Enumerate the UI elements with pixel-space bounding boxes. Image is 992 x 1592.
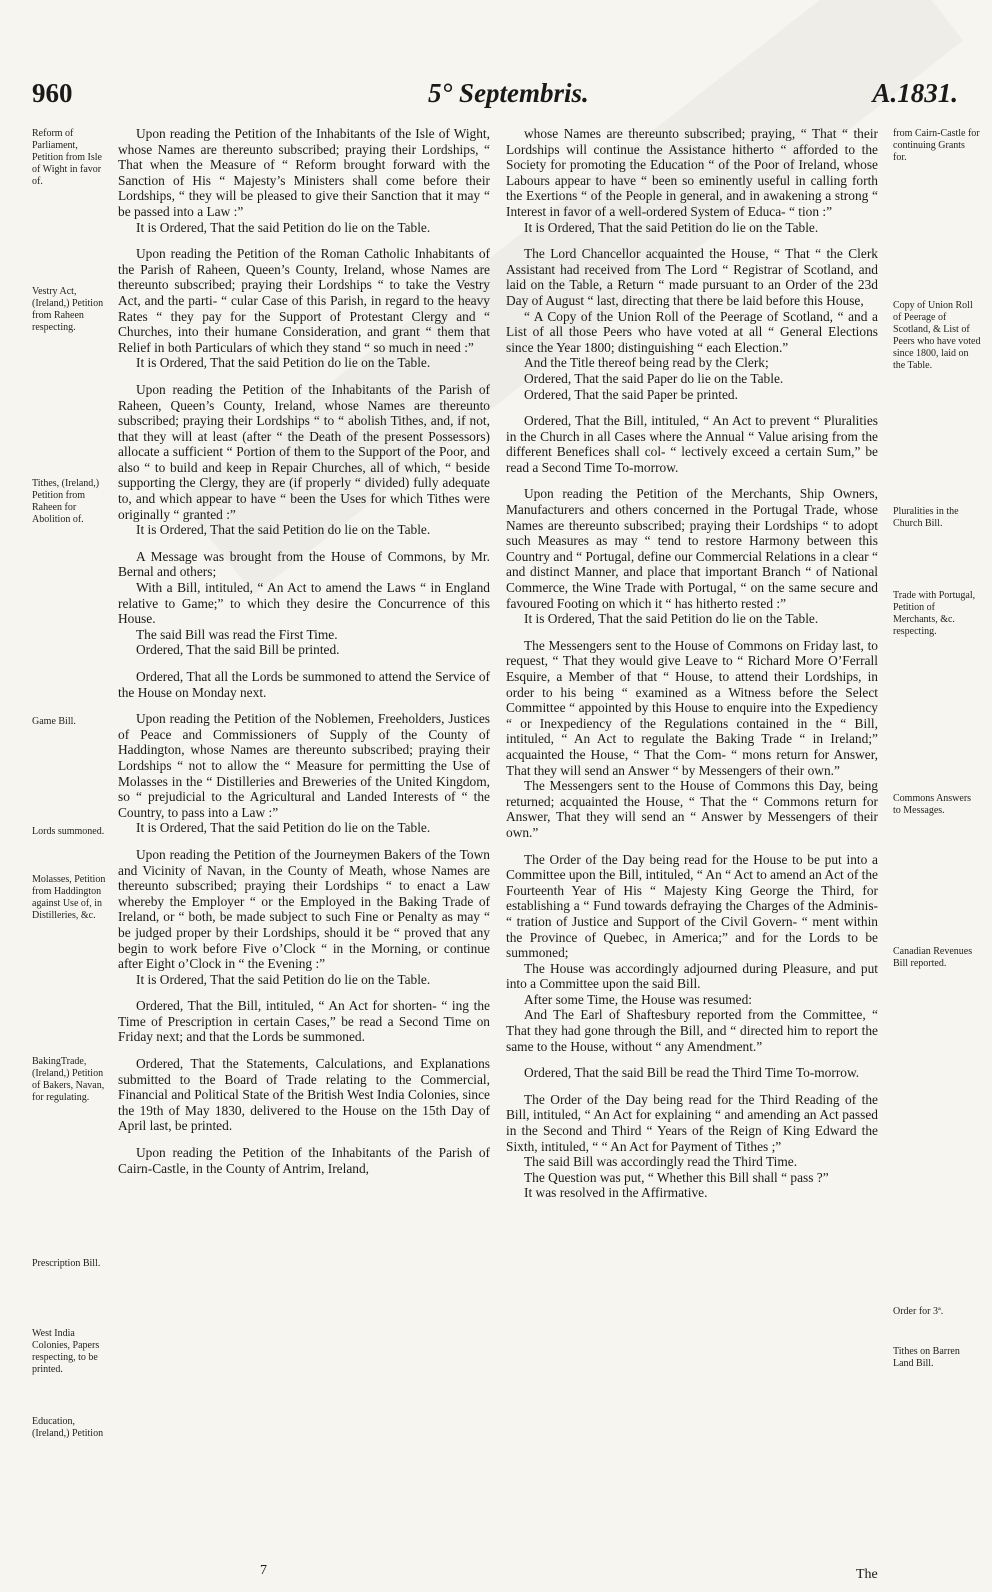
- journal-entry: [506, 852, 878, 1055]
- entry-paragraph: Upon reading the Petition of the Inhabitants of the Parish of Raheen, Queen’s County, Ireland, whose Names are thereunto subscribed; praying their Lordships “ to “ abolish Tithes, and, if not, that they will at least (after “ the Death of the present Possessors) allocate a sufficient “ Portion of them to the Support of the Poor, and also “ to build and keep in Repair Churches, all of which, “ beside supporting the Clergy, they are (if properly “ divided) fully adequate to, and which appear to have “ been the Uses for which Tithes were originally “ granted :”: [118, 381, 490, 522]
- margin-note: Copy of Union Roll of Peerage of Scotland, & List of Peers who have voted since 1800, laid on the Table.: [893, 300, 981, 371]
- margin-note: Tithes on Barren Land Bill.: [893, 1346, 960, 1369]
- right-column: [506, 126, 878, 1212]
- entry-paragraph: It is Ordered, That the said Petition do lie on the Table.: [136, 971, 431, 987]
- entry-paragraph: “ A Copy of the Union Roll of the Peerage of Scotland, “ and a List of all those Peers who have voted at all “ General Elections since the Year 1800; distinguishing “ each Election.”: [506, 308, 878, 355]
- margin-note: from Cairn-Castle for continuing Grants for.: [893, 128, 980, 163]
- entry-paragraph: After some Time, the House was resumed:: [524, 991, 752, 1007]
- margin-note: Education, (Ireland,) Petition: [32, 1416, 104, 1439]
- journal-entry: [118, 246, 490, 371]
- left-column: [118, 126, 490, 1187]
- journal-entry: [118, 669, 490, 700]
- entry-paragraph: Upon reading the Petition of the Noblemen, Freeholders, Justices of Peace and Commissioners of Supply of the County of Haddington, whose Names are thereunto subscribed; praying their Lordships “ not to allow the “ Measure for permitting the Use of Molasses in the “ Distilleries and Breweries of the United Kingdom, so “ prejudicial to the Agricultural and Landed Interests of “ the Country, to pass into a Law :”: [118, 711, 490, 820]
- journal-entry: [118, 847, 490, 987]
- entry-paragraph: The Order of the Day being read for the Third Reading of the Bill, intituled, “ An Act for explaining “ and amending an Act passed in the Second and Third “ Years of the Reign of King Edward the Sixth, intituled, “ “ An Act for Payment of Tithes ;”: [506, 1091, 878, 1154]
- journal-entry: [506, 638, 878, 841]
- entry-paragraph: The Order of the Day being read for the House to be put into a Committee upon the Bill, intituled, “ An “ Act to amend an Act of the Fourteenth Year of His “ Majesty King George the Third, for establishing a “ Fund towards defraying the Charges of the Adminis- “ tration of Justice and Support of the Civil Govern- “ ment within the Province of Quebec, in America;” and for the Lords to be summoned;: [506, 851, 878, 961]
- margin-note: Prescription Bill.: [32, 1258, 101, 1269]
- margin-note: Reform of Parliament, Petition from Isle of Wight in favor of.: [32, 128, 102, 187]
- entry-paragraph: Ordered, That all the Lords be summoned to attend the Service of the House on Monday next.: [118, 669, 490, 700]
- margin-note: Order for 3ª.: [893, 1306, 944, 1317]
- entry-paragraph: Ordered, That the Bill, intituled, “ An Act to prevent “ Pluralities in the Church in all Cases where the Annual “ Value arising from the different Benefices shall col- “ lectively exceed a certain Sum,” be read a Second Time To-morrow.: [506, 413, 878, 475]
- margin-note: Lords summoned.: [32, 826, 105, 837]
- entry-paragraph: It was resolved in the Affirmative.: [524, 1185, 708, 1201]
- margin-note: Trade with Portugal, Petition of Merchants, &c. respecting.: [893, 590, 976, 637]
- margin-note: West India Colonies, Papers respecting, to be printed.: [32, 1328, 100, 1375]
- entry-paragraph: Ordered, That the said Bill be read the Third Time To-morrow.: [524, 1065, 860, 1081]
- margin-note: Game Bill.: [32, 716, 76, 727]
- journal-entry: [118, 1145, 490, 1176]
- journal-entry: [118, 382, 490, 538]
- entry-paragraph: Upon reading the Petition of the Merchants, Ship Owners, Manufacturers and others concerned in the Portugal Trade, whose Names are thereunto subscribed; praying their Lordships “ to adopt such Measures as may “ tend to restore Harmony between this Country and “ Portugal, define our Commercial Relations in a clear “ and distinct Manner, and place that important Branch “ of National Commerce, the Wine Trade with Portugal, “ on the same secure and favoured Footing on which it “ has hitherto rested :”: [506, 486, 878, 611]
- margin-note: Commons Answers to Messages.: [893, 793, 972, 816]
- journal-entry: [506, 126, 878, 235]
- page-year: A.1831.: [872, 78, 958, 108]
- entry-paragraph: It is Ordered, That the said Petition do lie on the Table.: [136, 219, 431, 235]
- entry-paragraph: Ordered, That the said Bill be printed.: [136, 642, 340, 658]
- journal-entry: [118, 549, 490, 658]
- journal-entry: [506, 246, 878, 402]
- entry-paragraph: The said Bill was accordingly read the Third Time.: [524, 1154, 798, 1170]
- journal-entry: [118, 1056, 490, 1134]
- catchword: The: [856, 1567, 878, 1582]
- entry-paragraph: whose Names are thereunto subscribed; praying, “ That “ their Lordships will continue the Assistance hitherto “ afforded to the Society for promoting the Education “ of the Poor of Ireland, whose Labours appear to have “ been so eminently useful in calling forth the Exertions “ of the People in general, and in awakening a strong “ Interest in favor of a well-ordered System of Educa- “ tion :”: [506, 126, 878, 219]
- entry-paragraph: It is Ordered, That the said Petition do lie on the Table.: [136, 820, 431, 836]
- margin-note: Molasses, Petition from Haddington against Use of, in Distilleries, &c.: [32, 874, 106, 921]
- entry-paragraph: The Messengers sent to the House of Commons this Day, being returned; acquainted the House, “ That the “ Commons return for Answer, That they will send an “ Answer by Messengers of their own.”: [506, 778, 878, 840]
- journal-entry: [506, 413, 878, 475]
- journal-entry: [506, 486, 878, 626]
- signature-mark: 7: [260, 1563, 267, 1578]
- margin-note: Canadian Revenues Bill reported.: [893, 946, 973, 969]
- entry-paragraph: The said Bill was read the First Time.: [136, 626, 338, 642]
- entry-paragraph: And the Title thereof being read by the Clerk;: [524, 355, 769, 371]
- entry-paragraph: With a Bill, intituled, “ An Act to amend the Laws “ in England relative to Game;” to which they desire the Concurrence of this House.: [118, 580, 490, 627]
- margin-note: Pluralities in the Church Bill.: [893, 506, 959, 529]
- entry-paragraph: Upon reading the Petition of the Journeymen Bakers of the Town and Vicinity of Navan, in the County of Meath, whose Names are thereunto subscribed; praying their Lordships “ to enact a Law whereby the Employer “ or the Employed in the Baking Trade of Ireland, or “ both, be made subject to such Fine or Penalty as may “ be judged proper by their Lordships, should it be “ proved that any begin to work before Five o’Clock “ in the Morning, or continue after Eight o’Clock in “ the Evening :”: [118, 846, 490, 972]
- entry-paragraph: It is Ordered, That the said Petition do lie on the Table.: [136, 522, 431, 538]
- entry-paragraph: Upon reading the Petition of the Roman Catholic Inhabitants of the Parish of Raheen, Queen’s County, Ireland, whose Names are thereunto subscribed; praying their Lordships “ to take the Vestry Act, and the parti- “ cular Case of this Parish, in regard to the heavy Rates “ they pay for the Support of Protestant Clergy and “ Churches, into their humane Consideration, and grant “ them that Relief in both Particulars of which they stand “ so much in need :”: [118, 246, 490, 355]
- entry-paragraph: It is Ordered, That the said Petition do lie on the Table.: [136, 355, 431, 371]
- entry-paragraph: The Lord Chancellor acquainted the House, “ That “ the Clerk Assistant had received from The Lord “ Registrar of Scotland, and laid on the Table, a Return “ made pursuant to an Order of the 23d Day of August “ last, directing that there be laid before this House,: [506, 246, 878, 308]
- entry-paragraph: The Messengers sent to the House of Commons on Friday last, to request, “ That they would give Leave to “ Richard More O’Ferrall Esquire, a Member of that “ House, to attend their Lordships, in order to his being “ examined as a Witness before the Select Committee “ appointed by this House to enquire into the Expediency “ or Inexpediency of the Regulations contained in the “ Bill, intituled, “ An Act to regulate the Baking Trade “ in Ireland;” acquainted the House, “ That the Com- “ mons return for Answer, That they will send an Answer “ by Messengers of their own.”: [506, 637, 878, 778]
- journal-entry: [118, 711, 490, 836]
- entry-paragraph: The Question was put, “ Whether this Bill shall “ pass ?”: [524, 1169, 829, 1185]
- journal-entry: [506, 1092, 878, 1201]
- entry-paragraph: Ordered, That the said Paper be printed.: [524, 386, 738, 402]
- entry-paragraph: A Message was brought from the House of Commons, by Mr. Bernal and others;: [118, 548, 490, 580]
- entry-paragraph: Upon reading the Petition of the Inhabitants of the Isle of Wight, whose Names are thereunto subscribed; praying their Lordships, “ That when the Measure of “ Reform brought forward with the Sanction of His “ Majesty’s Ministers shall come before their Lordships, “ they will be pleased to give their Sanction that it may “ be passed into a Law :”: [118, 126, 490, 219]
- entry-paragraph: Ordered, That the Bill, intituled, “ An Act for shorten- “ ing the Time of Prescription in certain Cases,” be read a Second Time on Friday next; and that the Lords be summoned.: [118, 998, 490, 1045]
- journal-entry: [118, 998, 490, 1045]
- entry-paragraph: It is Ordered, That the said Petition do lie on the Table.: [524, 219, 819, 235]
- entry-paragraph: And The Earl of Shaftesbury reported from the Committee, “ That they had gone through the Bill, and “ directed him to report the same to the House, without “ any Amendment.”: [506, 1007, 878, 1054]
- entry-paragraph: Ordered, That the said Paper do lie on the Table.: [524, 370, 784, 386]
- margin-note: BakingTrade, (Ireland,) Petition of Bakers, Navan, for regulating.: [32, 1056, 105, 1103]
- entry-paragraph: Upon reading the Petition of the Inhabitants of the Parish of Cairn-Castle, in the County of Antrim, Ireland,: [118, 1145, 490, 1176]
- entry-paragraph: Ordered, That the Statements, Calculations, and Explanations submitted to the Board of Trade relating to the Commercial, Financial and Political State of the British West India Colonies, since the 19th of May 1830, delivered to the House on the 15th Day of April last, be printed.: [118, 1056, 490, 1134]
- entry-paragraph: It is Ordered, That the said Petition do lie on the Table.: [524, 611, 819, 627]
- page-date: 5° Septembris.: [428, 78, 589, 108]
- margin-note: Vestry Act, (Ireland,) Petition from Raheen respecting.: [32, 286, 104, 333]
- journal-entry: [506, 1065, 878, 1081]
- journal-entry: [118, 126, 490, 235]
- margin-note: Tithes, (Ireland,) Petition from Raheen for Abolition of.: [32, 478, 100, 525]
- page-number: 960: [32, 78, 73, 108]
- entry-paragraph: The House was accordingly adjourned during Pleasure, and put into a Committee upon the said Bill.: [506, 960, 878, 992]
- page-header: [32, 78, 980, 118]
